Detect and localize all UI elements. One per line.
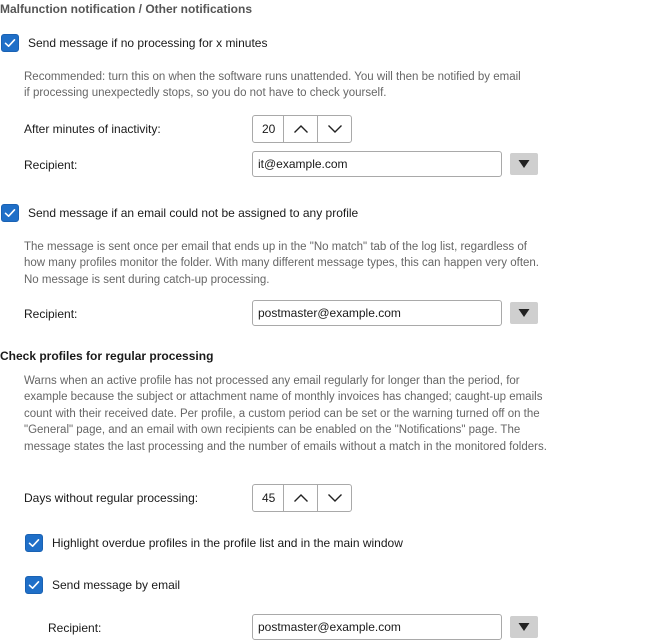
days-stepper[interactable] [252,484,352,512]
chevron-down-icon [327,493,343,503]
recipient-dropdown-button-1[interactable] [510,153,538,175]
send-email-label: Send message by email [52,578,181,592]
highlight-overdue-label: Highlight overdue profiles in the profile list and in the main window [52,536,403,550]
triangle-down-icon [518,622,530,632]
recipient-label-2: Recipient: [24,307,78,321]
regular-processing-description: Warns when an active profile has not processed any email regularly for longer than the period, for example because the subject or attachment name of monthly invoices has changed; caught-up emails count with their received date. Per profile, a custom period can be set or the warning turned off on the "General" page, and an email with own recipients can be enabled on the "Notifications" page. The message states the last processing and the number of emails without a match in the monitored folders. [24,375,547,453]
triangle-down-icon [518,308,530,318]
checkmark-icon [4,207,16,219]
section-title-malfunction: Malfunction notification / Other notifications [0,2,252,16]
checkmark-icon [28,579,40,591]
unassigned-email-description: The message is sent once per email that ends up in the "No match" tab of the log list, regardless of how many profiles monitor the folder. With many different message types, this can happen very often. No message is sent during catch-up processing. [24,241,539,286]
days-increase-button[interactable] [283,485,317,511]
recipient-dropdown-button-3[interactable] [510,616,538,638]
minutes-increase-button[interactable] [283,116,317,142]
minutes-value[interactable]: 20 [262,122,276,136]
checkmark-icon [28,537,40,549]
highlight-overdue-checkbox[interactable] [25,534,43,552]
recipient-dropdown-button-2[interactable] [510,302,538,324]
no-processing-label: Send message if no processing for x minutes [28,36,268,50]
minutes-label: After minutes of inactivity: [24,122,161,136]
recipient-input-2[interactable]: postmaster@example.com [252,300,502,326]
unassigned-email-label: Send message if an email could not be assigned to any profile [28,206,359,220]
days-label: Days without regular processing: [24,491,199,505]
triangle-down-icon [518,159,530,169]
section-title-regular-processing: Check profiles for regular processing [0,349,214,363]
send-email-checkbox[interactable] [25,576,43,594]
minutes-decrease-button[interactable] [317,116,351,142]
checkmark-icon [4,37,16,49]
chevron-up-icon [293,493,309,503]
minutes-stepper[interactable] [252,115,352,143]
chevron-down-icon [327,124,343,134]
recipient-label-3: Recipient: [48,621,102,635]
chevron-up-icon [293,124,309,134]
no-processing-description: Recommended: turn this on when the software runs unattended. You will then be notified by email if processing unexpectedly stops, so you do not have to check yourself. [24,71,521,100]
recipient-input-1[interactable]: it@example.com [252,151,502,177]
no-processing-checkbox[interactable] [1,34,19,52]
recipient-input-3[interactable]: postmaster@example.com [252,614,502,640]
days-value[interactable]: 45 [262,491,276,505]
recipient-label-1: Recipient: [24,158,78,172]
unassigned-email-checkbox[interactable] [1,204,19,222]
days-decrease-button[interactable] [317,485,351,511]
